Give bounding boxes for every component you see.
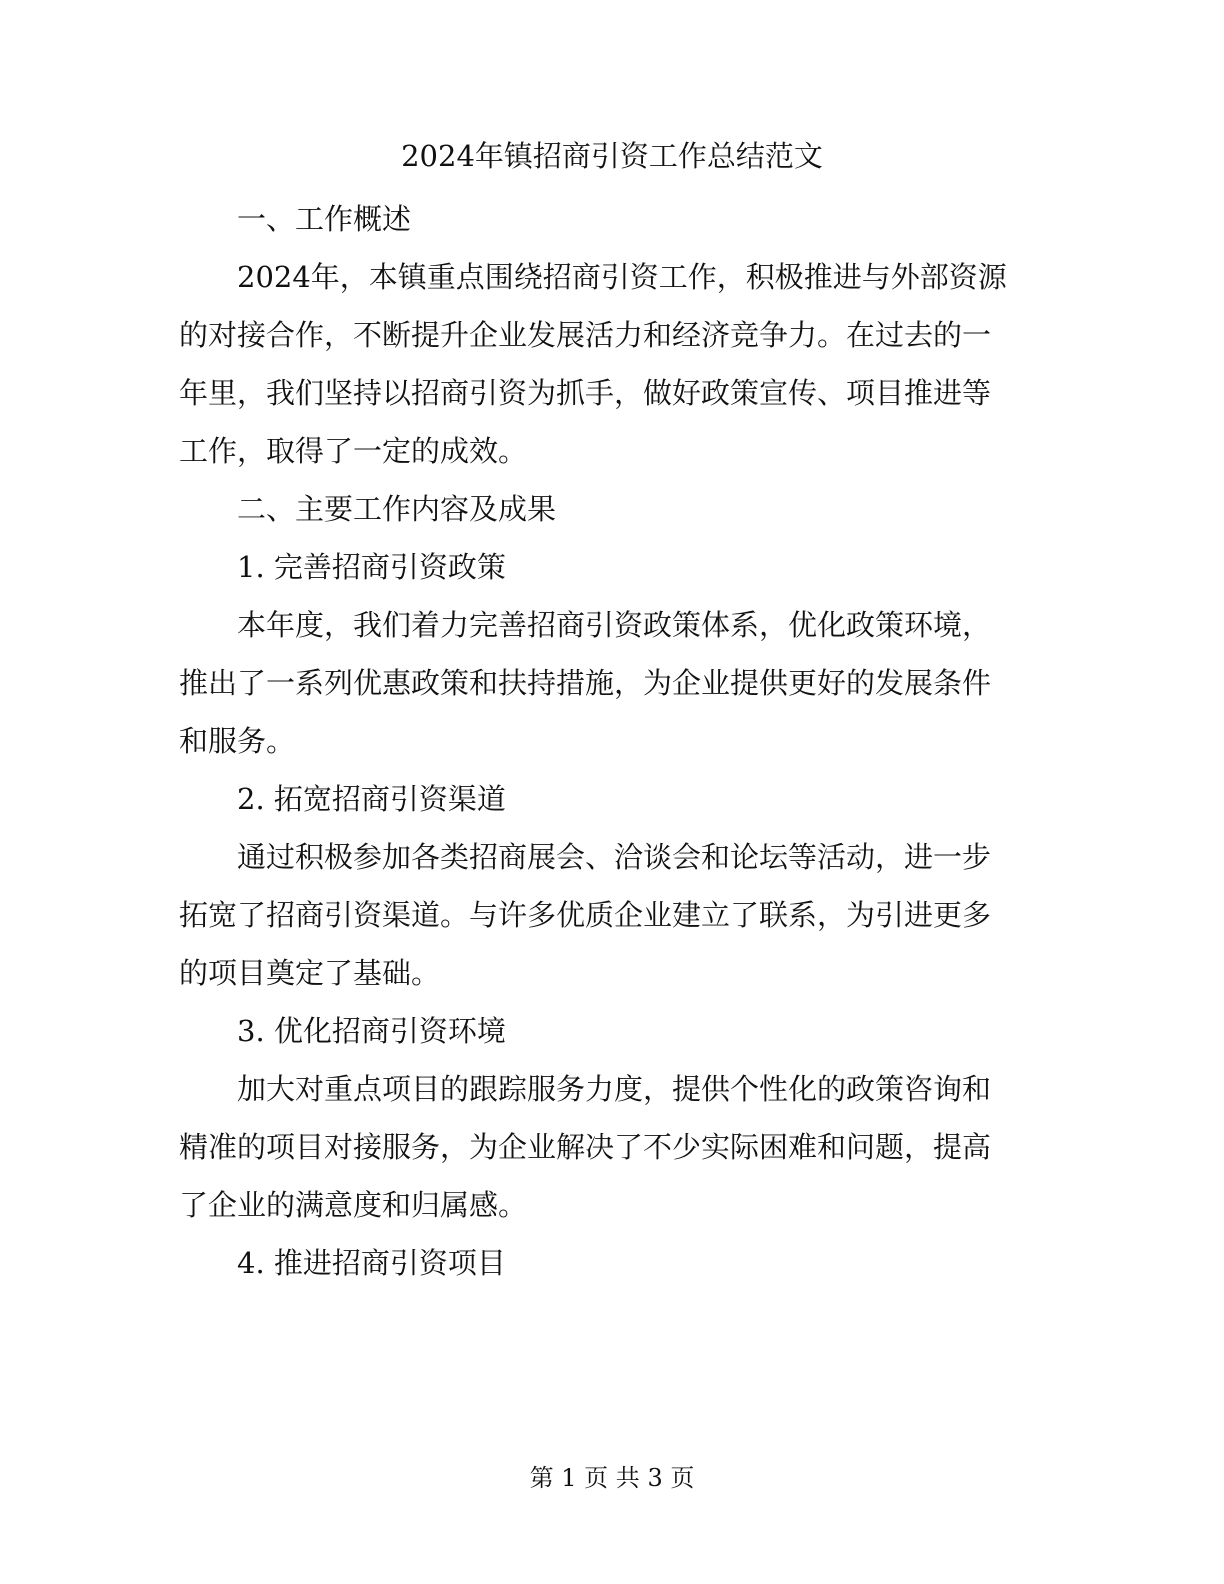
page-footer: 第 1 页 共 3 页 <box>529 1464 695 1492</box>
paragraph-policy: 本年度，我们着力完善招商引资政策体系，优化政策环境，推出了一系列优惠政策和扶持措施，为企业提供更好的发展条件和服务。 <box>179 608 992 758</box>
paragraph-overview: 2024年，本镇重点围绕招商引资工作，积极推进与外部资源的对接合作，不断提升企业发展活力和经济竞争力。在过去的一年里，我们坚持以招商引资为抓手，做好政策宣传、项目推进等工作，取得了一定的成效。 <box>179 260 1007 468</box>
subheading-channels: 2. 拓宽招商引资渠道 <box>237 782 506 816</box>
subheading-environment: 3. 优化招商引资环境 <box>237 1014 506 1048</box>
section-heading-main-work: 二、主要工作内容及成果 <box>237 492 557 526</box>
section-heading-overview: 一、工作概述 <box>237 202 412 236</box>
document-title: 2024年镇招商引资工作总结范文 <box>401 139 823 173</box>
subheading-policy: 1. 完善招商引资政策 <box>237 550 506 584</box>
subheading-projects: 4. 推进招商引资项目 <box>237 1246 506 1280</box>
document-body <box>179 190 1019 1292</box>
paragraph-environment: 加大对重点项目的跟踪服务力度，提供个性化的政策咨询和精准的项目对接服务，为企业解决了不少实际困难和问题，提高了企业的满意度和归属感。 <box>179 1072 992 1222</box>
paragraph-channels: 通过积极参加各类招商展会、洽谈会和论坛等活动，进一步拓宽了招商引资渠道。与许多优质企业建立了联系，为引进更多的项目奠定了基础。 <box>179 840 992 990</box>
